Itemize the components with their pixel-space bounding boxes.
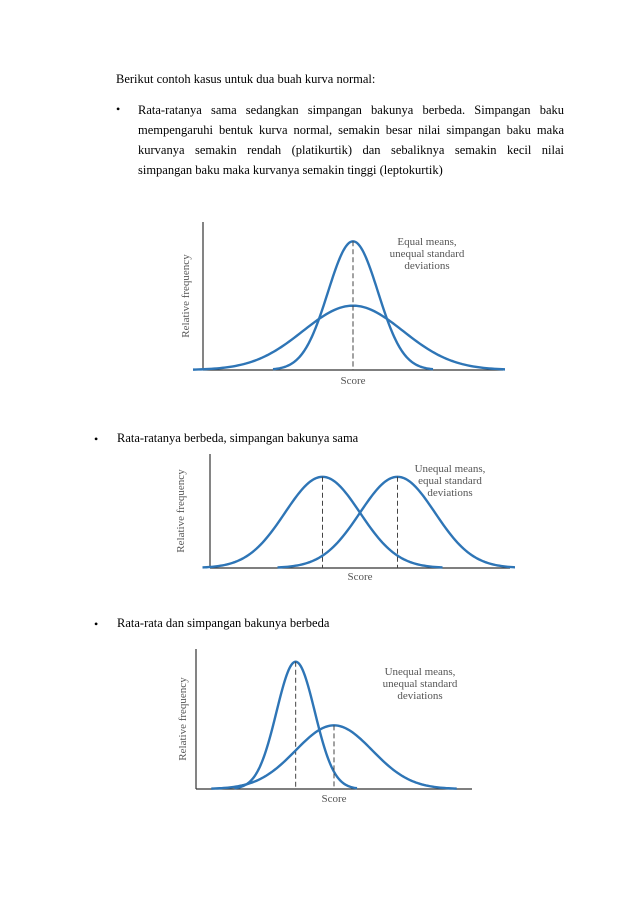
chart-title-line-3: deviations (404, 260, 450, 272)
chart-title-line-2: unequal standard (389, 248, 465, 260)
y-axis-label: Relative frequency (180, 254, 192, 338)
x-axis-label: Score (321, 793, 347, 805)
chart-title-line-3: deviations (427, 487, 473, 499)
bullet-3-marker: • (94, 617, 99, 631)
x-axis-label: Score (340, 375, 366, 387)
bullet-1-paragraph (138, 100, 564, 180)
x-axis-label: Score (347, 571, 373, 583)
chart-unequal-means-unequal-sd (174, 643, 474, 808)
bullet-3-text: Rata-rata dan simpangan bakunya berbeda (117, 616, 330, 630)
chart-title-line-3: deviations (397, 690, 443, 702)
bullet-1-line-4: simpangan baku maka kurvanya semakin tinggi (leptokurtik) (138, 163, 443, 177)
chart-unequal-means-equal-sd (170, 452, 515, 586)
chart-title-line-2: unequal standard (382, 678, 458, 690)
bullet-2-marker: • (94, 432, 99, 446)
chart-title-line-1: Equal means, (397, 236, 457, 248)
chart-title-line-2: equal standard (418, 475, 482, 487)
y-axis-label: Relative frequency (175, 469, 187, 553)
bullet-2-text: Rata-ratanya berbeda, simpangan bakunya sama (117, 431, 359, 445)
chart-equal-means (175, 212, 505, 390)
bullet-1-line-3: kurvanya semakin rendah (platikurtik) dan sebaliknya semakin kecil nilai (138, 143, 564, 157)
curve-1 (203, 477, 443, 568)
chart-title-line-1: Unequal means, (384, 666, 456, 678)
y-axis-label: Relative frequency (177, 677, 189, 761)
chart-title-line-1: Unequal means, (414, 463, 486, 475)
bullet-1-marker: • (116, 102, 121, 116)
intro-text: Berikut contoh kasus untuk dua buah kurva normal: (116, 72, 376, 86)
curve-2 (193, 306, 505, 370)
bullet-1-line-2: mempengaruhi bentuk kurva normal, semakin besar nilai simpangan baku maka (138, 123, 564, 137)
bullet-1-line-1: Rata-ratanya sama sedangkan simpangan bakunya berbeda. Simpangan baku (138, 103, 564, 117)
